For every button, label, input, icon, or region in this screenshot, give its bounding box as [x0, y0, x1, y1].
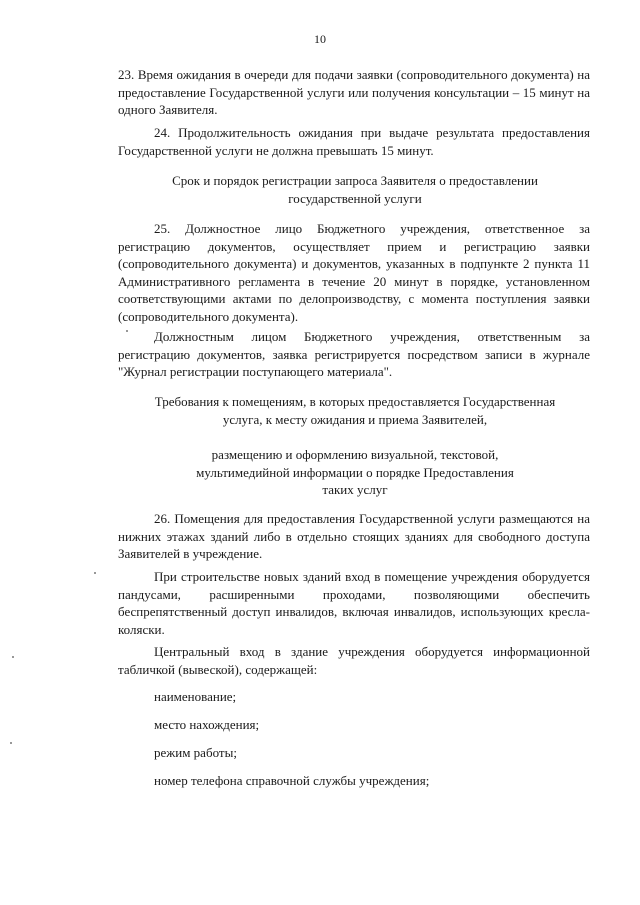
paragraph-26-text: 26. Помещения для предоставления Государственной услуги размещаются на нижних этажах зданий либо в отдельно стоящих зданиях для свободного доступа Заявителей в учреждение. [118, 511, 590, 561]
heading-requirements-1-text: Требования к помещениям, в которых предоставляется Государственная услуга, к месту ожидания и приема Заявителей, [154, 394, 556, 427]
paragraph-25-text: 25. Должностное лицо Бюджетного учреждения, ответственное за регистрацию документов, осуществляет прием и регистрацию заявки (сопроводительного документа) и документов, указанных в подпункте 2 пункта 11 Административного регламента в течение 20 минут в порядке, установленном соответствующими актами по делопроизводству, с момента поступления заявки (сопроводительного документа). [118, 221, 590, 324]
paragraph-26-entrance-text: Центральный вход в здание учреждения оборудуется информационной табличкой (вывеской), содержащей: [118, 644, 590, 677]
section-heading-requirements-1 [150, 393, 560, 428]
heading-registration-text: Срок и порядок регистрации запроса Заявителя о предоставлении государственной услуги [172, 173, 538, 206]
paragraph-26-entrance [118, 643, 590, 678]
paragraph-25-cont-text: Должностным лицом Бюджетного учреждения, ответственным за регистрацию документов, заявка регистрируется посредством записи в журнале "Журнал регистрации поступающего материала". [118, 329, 590, 379]
paragraph-25 [118, 220, 590, 325]
paragraph-24-text: 24. Продолжительность ожидания при выдаче результата предоставления Государственной услуги не должна превышать 15 минут. [118, 125, 590, 158]
scan-speck [94, 572, 96, 574]
page-number: 10 [314, 32, 326, 46]
paragraph-26-construction [118, 568, 590, 638]
paragraph-23 [118, 66, 590, 119]
list-item: режим работы; [154, 745, 237, 760]
scan-speck [12, 656, 14, 658]
section-heading-registration [150, 172, 560, 207]
scan-speck [126, 330, 128, 332]
list-item: место нахождения; [154, 717, 260, 732]
paragraph-26 [118, 510, 590, 563]
paragraph-25-cont [118, 328, 590, 381]
section-heading-requirements-2 [180, 446, 530, 499]
scan-speck [10, 742, 12, 744]
list-item: номер телефона справочной службы учреждения; [154, 773, 430, 788]
paragraph-24 [118, 124, 590, 159]
heading-requirements-2-text: размещению и оформлению визуальной, текстовой, мультимедийной информации о порядке Предоставления таких услуг [196, 447, 514, 497]
paragraph-26-construction-text: При строительстве новых зданий вход в помещение учреждения оборудуется пандусами, расширенными проходами, позволяющими обеспечить беспрепятственный доступ инвалидов, включая инвалидов, использующих кресла-коляски. [118, 569, 590, 637]
list-item: наименование; [154, 689, 237, 704]
paragraph-23-text: 23. Время ожидания в очереди для подачи заявки (сопроводительного документа) на предоставление Государственной услуги или получения консультации – 15 минут на одного Заявителя. [118, 67, 590, 117]
